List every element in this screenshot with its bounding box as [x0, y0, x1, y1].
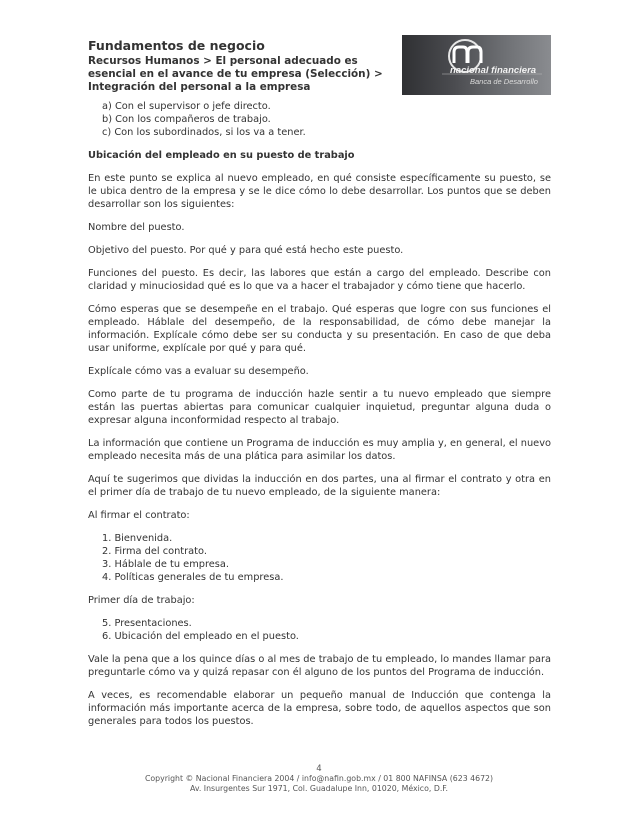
paragraph: Objetivo del puesto. Por qué y para qué está hecho este puesto.: [88, 245, 404, 256]
page-number: 4: [316, 764, 322, 774]
page-header: [88, 0, 551, 100]
list-item: 6. Ubicación del empleado en el puesto.: [102, 631, 299, 642]
list-item: c) Con los subordinados, si los va a tener.: [102, 127, 306, 138]
list-item: 1. Bienvenida.: [102, 533, 173, 544]
paragraph: Vale la pena que a los quince días o al mes de trabajo de tu empleado, lo mandes llamar para preguntarle cómo va y quizá repasar con él alguno de los puntos del Programa de inducción.: [88, 654, 551, 678]
paragraph: En este punto se explica al nuevo empleado, en qué consiste específicamente su puesto, se le ubica dentro de la empresa y se le dice cómo lo debe desarrollar. Los puntos que se deben desarrollar son los siguientes:: [88, 173, 551, 210]
copyright-line: Copyright © Nacional Financiera 2004 / info@nafin.gob.mx / 01 800 NAFINSA (623 4672): [144, 774, 494, 783]
section-title: Ubicación del empleado en su puesto de trabajo: [88, 150, 355, 161]
paragraph: Cómo esperas que se desempeñe en el trabajo. Qué esperas que logre con sus funciones el empleado. Háblale del desempeño, de la responsabilidad, de cómo debe manejar la información. Explícale cómo debe ser su conducta y su presentación. En caso de que deba usar uniforme, explícale por qué y para qué.: [88, 304, 551, 354]
nafin-logo: [402, 35, 551, 95]
paragraph: Funciones del puesto. Es decir, las labores que están a cargo del empleado. Describe con claridad y minuciosidad qué es lo que va a hacer el trabajador y cómo tiene que hacerlo.: [88, 268, 551, 292]
list-item: a) Con el supervisor o jefe directo.: [102, 101, 271, 112]
list-item: b) Con los compañeros de trabajo.: [102, 114, 271, 125]
address-line: Av. Insurgentes Sur 1971, Col. Guadalupe Inn, 01020, México, D.F.: [189, 784, 449, 793]
first-day-list: [88, 617, 551, 643]
paragraph: Explícale cómo vas a evaluar su desempeño.: [88, 366, 309, 377]
paragraph: A veces, es recomendable elaborar un pequeño manual de Inducción que contenga la información más importante acerca de la empresa, sobre todo, de aquellos aspectos que son generales para todos los puestos.: [88, 690, 551, 727]
list-item: 4. Políticas generales de tu empresa.: [102, 572, 284, 583]
paragraph: Como parte de tu programa de inducción hazle sentir a tu nuevo empleado que siempre están las puertas abiertas para comunicar cualquier inquietud, preguntar alguna duda o expresar alguna inconformidad respecto al trabajo.: [88, 389, 551, 426]
document-body: [88, 100, 551, 728]
page-footer: [0, 764, 638, 794]
list-item: 2. Firma del contrato.: [102, 546, 207, 557]
logo-subtitle: Banca de Desarrollo: [470, 77, 538, 86]
intro-list: [88, 100, 551, 139]
paragraph: Aquí te sugerimos que dividas la inducción en dos partes, una al firmar el contrato y otra en el primer día de trabajo de tu nuevo empleado, de la siguiente manera:: [88, 474, 551, 498]
paragraph: Al firmar el contrato:: [88, 510, 190, 521]
document-page: [88, 0, 551, 738]
list-item: 5. Presentaciones.: [102, 618, 192, 629]
contract-list: [88, 532, 551, 584]
logo-name: nacional financiera: [450, 65, 537, 76]
paragraph: Primer día de trabajo:: [88, 595, 195, 606]
breadcrumb: Recursos Humanos > El personal adecuado es esencial en el avance de tu empresa (Selección) > Integración del personal a la empresa: [88, 55, 383, 93]
paragraph: Nombre del puesto.: [88, 222, 185, 233]
document-title: Fundamentos de negocio: [88, 38, 265, 53]
paragraph: La información que contiene un Programa de inducción es muy amplia y, en general, el nuevo empleado necesita más de una plática para asimilar los datos.: [88, 438, 551, 462]
list-item: 3. Háblale de tu empresa.: [102, 559, 230, 570]
header-text: [88, 38, 408, 94]
